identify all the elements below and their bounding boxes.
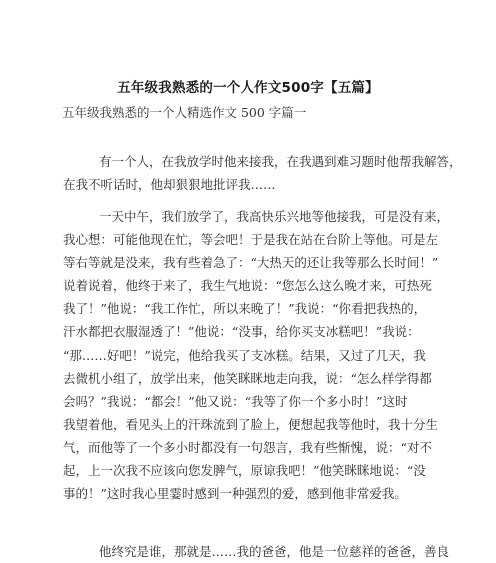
paragraph-line: 事的！”这时我心里霎时感到一种强烈的爱，感到他非常爱我。 (63, 486, 407, 502)
document-subtitle: 五年级我熟悉的一个人精选作文 500 字篇一 (62, 105, 307, 120)
paragraph-line: 会吗？”我说：“都会！”他又说：“我等了你一个多小时！”这时 (63, 393, 408, 409)
paragraph-2 (63, 205, 453, 505)
paragraph-line: 说着说着，他终于来了，我生气地说：“您怎么这么晚才来，可热死 (63, 278, 432, 294)
paragraph-line: 他终究是谁，那就是……我的爸爸，他是一位慈祥的爸爸，善良 (99, 544, 450, 559)
paragraph-line: 我了！”他说：“我工作忙，所以来晚了！”我说：“你看把我热的， (63, 301, 427, 317)
paragraph-line: 去微机小组了，放学出来，他笑眯眯地走向我，说：“怎么样学得都 (63, 370, 432, 386)
paragraph-line: 在我不听话时，他却狠狠地批评我…… (63, 177, 276, 193)
paragraph-line: 等右等就是没来，我有些着急了：“大热天的还让我等那么长时间！” (63, 255, 439, 271)
paragraph-line: 有一个人，在我放学时他来接我，在我遇到难习题时他帮我解答， (99, 154, 462, 169)
paragraph-line: “那……好吧！”说完，他给我买了支冰糕。结果，又过了几天，我 (63, 347, 426, 363)
paragraph-line: 汗水都把衣服湿透了！”他说：“没事，给你买支冰糕吧！”我说： (63, 324, 420, 340)
paragraph-line: 我心想：可能他现在忙，等会吧！于是我在站在台阶上等他。可是左 (63, 232, 439, 248)
paragraph-line: 起，上一次我不应该向您发脾气，原谅我吧！”他笑眯眯地说：“没 (63, 463, 426, 479)
paragraph-1 (63, 150, 462, 196)
paragraph-line: 气，而他等了一个多小时都没有一句怨言，我有些惭愧，说：“对不 (63, 439, 432, 455)
paragraph-line: 我望着他，看见头上的汗珠流到了脸上，便想起我等他时，我十分生 (63, 416, 439, 432)
paragraph-line: 一天中午，我们放学了，我高快乐兴地等他接我，可是没有来， (99, 209, 450, 224)
document-title: 五年级我熟悉的一个人作文500字【五篇】 (117, 80, 379, 96)
paragraph-3 (63, 540, 453, 563)
